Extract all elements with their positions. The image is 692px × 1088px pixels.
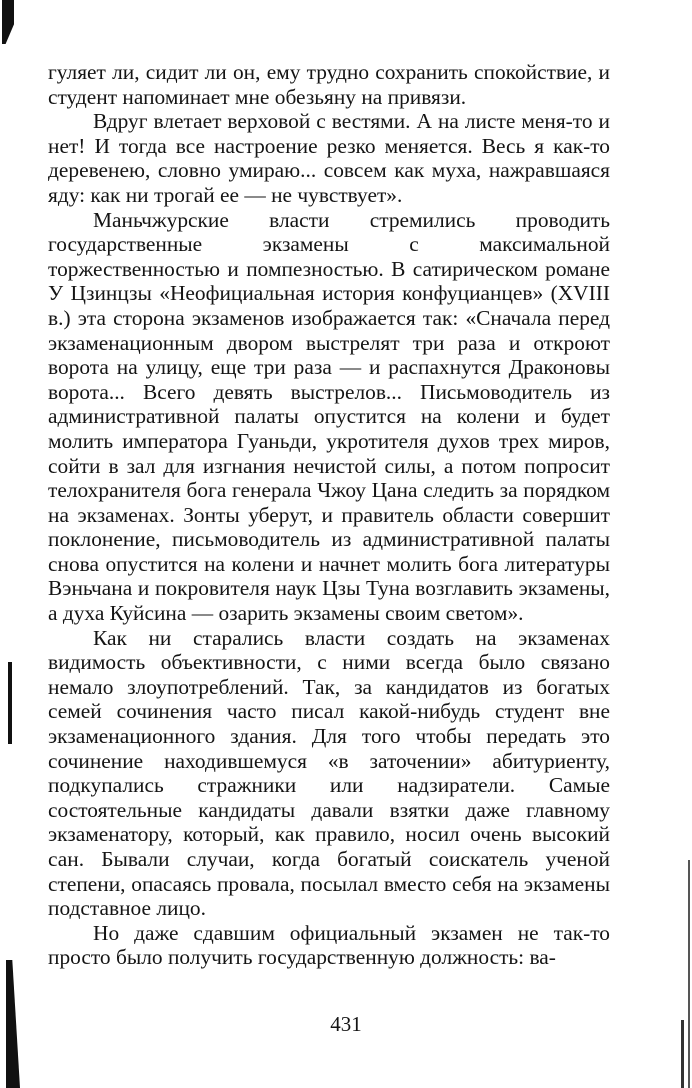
scan-edge-mark-middle (8, 662, 12, 744)
paragraph: гуляет ли, сидит ли он, ему трудно сохранить спокойствие, и студент напоминает мне обезьяну на привязи. (48, 60, 610, 109)
page-number: 431 (330, 1012, 362, 1036)
paragraph: Вдруг влетает верховой с вестями. А на листе меня-то и нет! И тогда все настроение резко меняется. Весь я как-то деревенею, словно умираю... совсем как муха, нажравшаяся яду: как ни трогай ее — не чувствует». (48, 109, 610, 207)
paragraph: Маньчжурские власти стремились проводить государственные экзамены с максимальной торжественностью и помпезностью. В сатирическом романе У Цзинцзы «Неофициальная история конфуцианцев» (XVIII в.) эта сторона экзаменов изображается так: «Сначала перед экзаменационным двором выстрелят три раза и откроют ворота на улицу, еще три раза — и распахнутся Драконовы ворота... Всего девять выстрелов... Письмоводитель из административной палаты опустится на колени и будет молить императора Гуаньди, укротителя духов трех миров, сойти в зал для изгнания нечистой силы, а потом попросит телохранителя бога генерала Чжоу Цана следить за порядком на экзаменах. Зонты уберут, и правитель области совершит поклонение, письмоводитель из административной палаты снова опустится на колени и начнет молить бога литературы Вэньчана и покровителя наук Цзы Туна возглавить экзамены, а духа Куйсина — озарить экзамены своим светом». (48, 207, 610, 626)
scan-edge-mark-top (2, 0, 14, 44)
scan-edge-mark-right (688, 860, 690, 1088)
paragraph: Но даже сдавшим официальный экзамен не так-то просто было получить государственную должность: ва- (48, 920, 610, 970)
body-text (48, 60, 610, 970)
paragraph: Как ни старались власти создать на экзаменах видимость объективности, с ними всегда было связано немало злоупотреблений. Так, за кандидатов из богатых семей сочинения часто писал какой-нибудь студент вне экзаменационного здания. Для того чтобы передать это сочинение находившемуся «в заточении» абитуриенту, подкупались стражники или надзиратели. Самые состоятельные кандидаты давали взятки даже главному экзаменатору, который, как правило, носил очень высокий сан. Бывали случаи, когда богатый соискатель ученой степени, опасаясь провала, посылал вместо себя на экзамены подставное лицо. (48, 625, 610, 921)
